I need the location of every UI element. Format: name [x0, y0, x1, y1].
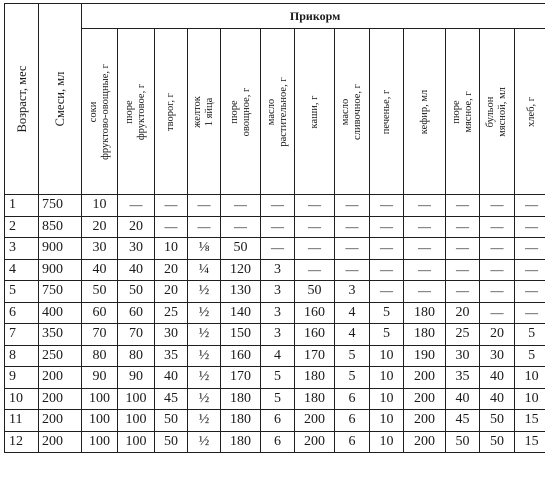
table-cell-fruit-puree: 100 [118, 410, 155, 432]
table-cell-kefir: 200 [404, 388, 446, 410]
column-header-line: печенье, г [380, 89, 392, 134]
table-cell-age: 10 [5, 388, 39, 410]
table-cell-butter: 4 [335, 302, 370, 324]
table-cell-cottage: 30 [155, 324, 188, 346]
table-cell-cottage: 20 [155, 259, 188, 281]
column-header-text [526, 96, 538, 126]
table-cell-cottage: 35 [155, 345, 188, 367]
table-cell-butter: 6 [335, 388, 370, 410]
table-cell-yolk: ⅛ [188, 238, 221, 260]
table-row [5, 324, 545, 346]
table-cell-veg-puree: — [221, 216, 261, 238]
table-cell-porridge: 200 [295, 431, 335, 453]
table-cell-biscuits: 5 [370, 324, 404, 346]
table-row [5, 195, 545, 217]
table-cell-bread: — [515, 216, 545, 238]
table-row [5, 345, 545, 367]
table-cell-broth: — [480, 281, 515, 303]
table-cell-juice: 90 [82, 367, 118, 389]
table-cell-cottage: 50 [155, 410, 188, 432]
table-cell-veg-oil: 4 [261, 345, 295, 367]
table-cell-meat-puree: — [446, 195, 480, 217]
table-cell-meat-puree: 50 [446, 431, 480, 453]
table-cell-kefir: 200 [404, 431, 446, 453]
column-header-line: масло [340, 98, 351, 125]
table-cell-veg-puree: 130 [221, 281, 261, 303]
table-cell-porridge: — [295, 259, 335, 281]
column-header-age [5, 4, 39, 195]
table-cell-cottage: — [155, 195, 188, 217]
table-cell-broth: 40 [480, 367, 515, 389]
column-header-text [192, 96, 216, 128]
table-cell-meat-puree: 40 [446, 388, 480, 410]
table-cell-age: 2 [5, 216, 39, 238]
table-cell-meat-puree: 20 [446, 302, 480, 324]
table-cell-yolk: — [188, 216, 221, 238]
table-cell-porridge: 50 [295, 281, 335, 303]
table-cell-bread: 15 [515, 410, 545, 432]
table-cell-cottage: — [155, 216, 188, 238]
table-cell-broth: 40 [480, 388, 515, 410]
table-cell-mix: 900 [39, 259, 82, 281]
table-cell-age: 1 [5, 195, 39, 217]
column-header-kefir [404, 29, 446, 195]
table-cell-veg-oil: 6 [261, 410, 295, 432]
table-cell-broth: 50 [480, 410, 515, 432]
table-cell-bread: 15 [515, 431, 545, 453]
column-header-fruit-puree [118, 29, 155, 195]
table-cell-biscuits: 10 [370, 367, 404, 389]
table-cell-juice: 100 [82, 388, 118, 410]
table-cell-bread: — [515, 281, 545, 303]
table-cell-veg-puree: 50 [221, 238, 261, 260]
table-cell-veg-oil: 5 [261, 367, 295, 389]
column-header-butter [335, 29, 370, 195]
table-row [5, 281, 545, 303]
column-header-line: растительное, г [277, 76, 289, 147]
table-cell-fruit-puree: 80 [118, 345, 155, 367]
table-cell-butter: — [335, 238, 370, 260]
column-header-text [229, 87, 253, 136]
column-header-line: овощное, г [240, 87, 252, 136]
table-cell-veg-puree: 180 [221, 410, 261, 432]
table-cell-butter: — [335, 216, 370, 238]
table-cell-veg-oil: — [261, 238, 295, 260]
table-cell-veg-puree: 180 [221, 388, 261, 410]
table-cell-mix: 750 [39, 195, 82, 217]
table-row [5, 238, 545, 260]
table-row [5, 410, 545, 432]
table-cell-yolk: ½ [188, 281, 221, 303]
table-cell-age: 12 [5, 431, 39, 453]
column-header-line: каши, г [308, 95, 320, 128]
table-cell-veg-oil: — [261, 216, 295, 238]
table-cell-yolk: ½ [188, 388, 221, 410]
table-cell-age: 8 [5, 345, 39, 367]
table-cell-kefir: — [404, 216, 446, 238]
header-row-columns [5, 29, 545, 195]
table-cell-fruit-puree: 60 [118, 302, 155, 324]
table-cell-kefir: 200 [404, 367, 446, 389]
table-cell-broth: — [480, 302, 515, 324]
table-cell-mix: 200 [39, 388, 82, 410]
column-header-line: пюре [228, 99, 240, 124]
table-cell-mix: 200 [39, 367, 82, 389]
column-header-text [16, 66, 28, 133]
table-header [5, 4, 545, 195]
table-cell-yolk: ½ [188, 431, 221, 453]
table-cell-butter: — [335, 195, 370, 217]
column-header-line: фруктово-овощные, г [99, 63, 111, 160]
table-row [5, 367, 545, 389]
column-header-line: бульон [485, 96, 496, 127]
table-cell-mix: 350 [39, 324, 82, 346]
table-cell-butter: 3 [335, 281, 370, 303]
table-cell-biscuits: — [370, 259, 404, 281]
table-cell-meat-puree: 35 [446, 367, 480, 389]
table-cell-meat-puree: — [446, 259, 480, 281]
table-cell-mix: 850 [39, 216, 82, 238]
column-header-porridge [295, 29, 335, 195]
table-cell-fruit-puree: 30 [118, 238, 155, 260]
table-cell-fruit-puree: 70 [118, 324, 155, 346]
table-cell-veg-oil: 6 [261, 431, 295, 453]
table-cell-veg-oil: — [261, 195, 295, 217]
table-cell-kefir: 180 [404, 302, 446, 324]
table-cell-butter: 6 [335, 410, 370, 432]
table-cell-cottage: 20 [155, 281, 188, 303]
table-cell-kefir: — [404, 238, 446, 260]
table-cell-porridge: 160 [295, 324, 335, 346]
column-header-text [165, 93, 177, 131]
table-cell-veg-puree: 170 [221, 367, 261, 389]
column-header-line: хлеб, г [525, 96, 537, 127]
table-cell-veg-puree: — [221, 195, 261, 217]
table-cell-fruit-puree: 100 [118, 388, 155, 410]
table-row [5, 388, 545, 410]
table-cell-veg-puree: 150 [221, 324, 261, 346]
table-cell-broth: 30 [480, 345, 515, 367]
column-header-biscuits [370, 29, 404, 195]
table-cell-biscuits: 10 [370, 388, 404, 410]
column-header-broth [480, 29, 515, 195]
table-cell-age: 9 [5, 367, 39, 389]
table-cell-age: 4 [5, 259, 39, 281]
table-cell-juice: 10 [82, 195, 118, 217]
table-cell-juice: 20 [82, 216, 118, 238]
table-cell-porridge: — [295, 216, 335, 238]
column-header-veg-oil [261, 29, 295, 195]
table-cell-porridge: 180 [295, 367, 335, 389]
table-cell-bread: 10 [515, 367, 545, 389]
table-cell-biscuits: 10 [370, 345, 404, 367]
table-cell-porridge: 170 [295, 345, 335, 367]
table-cell-butter: — [335, 259, 370, 281]
table-cell-mix: 750 [39, 281, 82, 303]
table-cell-cottage: 50 [155, 431, 188, 453]
table-cell-bread: — [515, 195, 545, 217]
column-header-line: мясное, г [462, 90, 474, 133]
table-cell-meat-puree: 30 [446, 345, 480, 367]
column-header-text [419, 89, 431, 133]
table-cell-fruit-puree: — [118, 195, 155, 217]
table-cell-yolk: ½ [188, 345, 221, 367]
table-cell-age: 6 [5, 302, 39, 324]
table-cell-juice: 100 [82, 431, 118, 453]
column-header-line: сливочное, г [352, 83, 363, 140]
table-cell-cottage: 10 [155, 238, 188, 260]
column-header-text [54, 72, 66, 127]
table-cell-porridge: 160 [295, 302, 335, 324]
column-header-yolk [188, 29, 221, 195]
table-row [5, 259, 545, 281]
table-cell-age: 11 [5, 410, 39, 432]
table-cell-juice: 100 [82, 410, 118, 432]
table-row [5, 302, 545, 324]
column-header-line: кефир, мл [418, 89, 430, 134]
table-cell-veg-oil: 5 [261, 388, 295, 410]
table-cell-bread: 10 [515, 388, 545, 410]
table-cell-yolk: ½ [188, 324, 221, 346]
column-header-line: творог, г [165, 92, 176, 131]
table-cell-yolk: ¼ [188, 259, 221, 281]
column-header-text [451, 91, 475, 132]
column-header-line: фруктовое, г [136, 83, 147, 140]
column-header-text [485, 87, 509, 137]
table-cell-biscuits: 10 [370, 410, 404, 432]
table-cell-meat-puree: — [446, 238, 480, 260]
table-cell-fruit-puree: 100 [118, 431, 155, 453]
table-cell-fruit-puree: 20 [118, 216, 155, 238]
table-cell-fruit-puree: 90 [118, 367, 155, 389]
table-cell-kefir: — [404, 195, 446, 217]
table-cell-meat-puree: — [446, 216, 480, 238]
table-cell-meat-puree: 25 [446, 324, 480, 346]
table-cell-porridge: 180 [295, 388, 335, 410]
column-header-text [124, 83, 148, 139]
column-header-line: 1 яйца [204, 97, 215, 126]
table-cell-veg-puree: 140 [221, 302, 261, 324]
table-body [5, 195, 545, 453]
table-cell-bread: 5 [515, 324, 545, 346]
table-cell-porridge: — [295, 195, 335, 217]
table-cell-yolk: ½ [188, 410, 221, 432]
table-cell-age: 7 [5, 324, 39, 346]
table-cell-cottage: 40 [155, 367, 188, 389]
column-header-line: мясной, мл [497, 86, 508, 137]
column-header-line: соки [87, 101, 99, 122]
table-cell-biscuits: — [370, 238, 404, 260]
table-cell-veg-oil: 3 [261, 324, 295, 346]
column-header-bread [515, 29, 545, 195]
table-cell-veg-puree: 160 [221, 345, 261, 367]
table-cell-kefir: 180 [404, 324, 446, 346]
table-cell-cottage: 45 [155, 388, 188, 410]
table-cell-juice: 50 [82, 281, 118, 303]
table-cell-age: 3 [5, 238, 39, 260]
table-cell-juice: 80 [82, 345, 118, 367]
table-cell-meat-puree: — [446, 281, 480, 303]
table-cell-yolk: — [188, 195, 221, 217]
table-cell-meat-puree: 45 [446, 410, 480, 432]
table-cell-kefir: — [404, 281, 446, 303]
table-row [5, 431, 545, 453]
table-cell-bread: — [515, 302, 545, 324]
table-cell-cottage: 25 [155, 302, 188, 324]
column-header-line: масло [265, 98, 277, 125]
table-cell-mix: 200 [39, 431, 82, 453]
column-header-line: Смеси, мл [53, 71, 67, 127]
column-header-text [266, 77, 290, 146]
table-cell-age: 5 [5, 281, 39, 303]
table-cell-kefir: — [404, 259, 446, 281]
column-header-veg-puree [221, 29, 261, 195]
header-row-group [5, 4, 545, 29]
table-cell-porridge: 200 [295, 410, 335, 432]
table-cell-broth: — [480, 216, 515, 238]
table-cell-broth: 50 [480, 431, 515, 453]
table-cell-mix: 250 [39, 345, 82, 367]
table-cell-broth: — [480, 238, 515, 260]
table-cell-veg-oil: 3 [261, 259, 295, 281]
table-cell-kefir: 190 [404, 345, 446, 367]
feeding-schedule-table [4, 3, 545, 453]
table-row [5, 216, 545, 238]
complementary-feeding-group-header: Прикорм [82, 4, 545, 29]
table-cell-juice: 40 [82, 259, 118, 281]
table-cell-mix: 900 [39, 238, 82, 260]
column-header-line: пюре [450, 99, 462, 124]
table-cell-broth: — [480, 259, 515, 281]
table-cell-butter: 5 [335, 367, 370, 389]
column-header-meat-puree [446, 29, 480, 195]
table-cell-bread: — [515, 238, 545, 260]
table-cell-mix: 200 [39, 410, 82, 432]
table-cell-biscuits: — [370, 216, 404, 238]
table-cell-porridge: — [295, 238, 335, 260]
table-cell-broth: — [480, 195, 515, 217]
table-cell-veg-oil: 3 [261, 281, 295, 303]
table-cell-butter: 5 [335, 345, 370, 367]
table-cell-butter: 4 [335, 324, 370, 346]
table-cell-biscuits: 10 [370, 431, 404, 453]
table-cell-fruit-puree: 40 [118, 259, 155, 281]
table-cell-yolk: ½ [188, 367, 221, 389]
table-cell-juice: 70 [82, 324, 118, 346]
table-cell-juice: 30 [82, 238, 118, 260]
column-header-text [88, 64, 112, 160]
table-cell-biscuits: — [370, 195, 404, 217]
table-cell-biscuits: 5 [370, 302, 404, 324]
table-cell-butter: 6 [335, 431, 370, 453]
table-cell-veg-oil: 3 [261, 302, 295, 324]
column-header-juice [82, 29, 118, 195]
column-header-line: Возраст, мес [14, 65, 29, 133]
table-cell-kefir: 200 [404, 410, 446, 432]
table-cell-mix: 400 [39, 302, 82, 324]
table-cell-yolk: ½ [188, 302, 221, 324]
column-header-text [309, 95, 321, 128]
table-cell-broth: 20 [480, 324, 515, 346]
table-cell-veg-puree: 180 [221, 431, 261, 453]
table-cell-biscuits: — [370, 281, 404, 303]
table-cell-juice: 60 [82, 302, 118, 324]
table-cell-bread: 5 [515, 345, 545, 367]
table-cell-veg-puree: 120 [221, 259, 261, 281]
column-header-text [381, 89, 393, 134]
table-cell-bread: — [515, 259, 545, 281]
column-header-text [340, 84, 364, 140]
column-header-cottage [155, 29, 188, 195]
table-cell-fruit-puree: 50 [118, 281, 155, 303]
column-header-mix [39, 4, 82, 195]
column-header-line: желток [192, 95, 203, 128]
column-header-line: пюре [124, 99, 135, 124]
